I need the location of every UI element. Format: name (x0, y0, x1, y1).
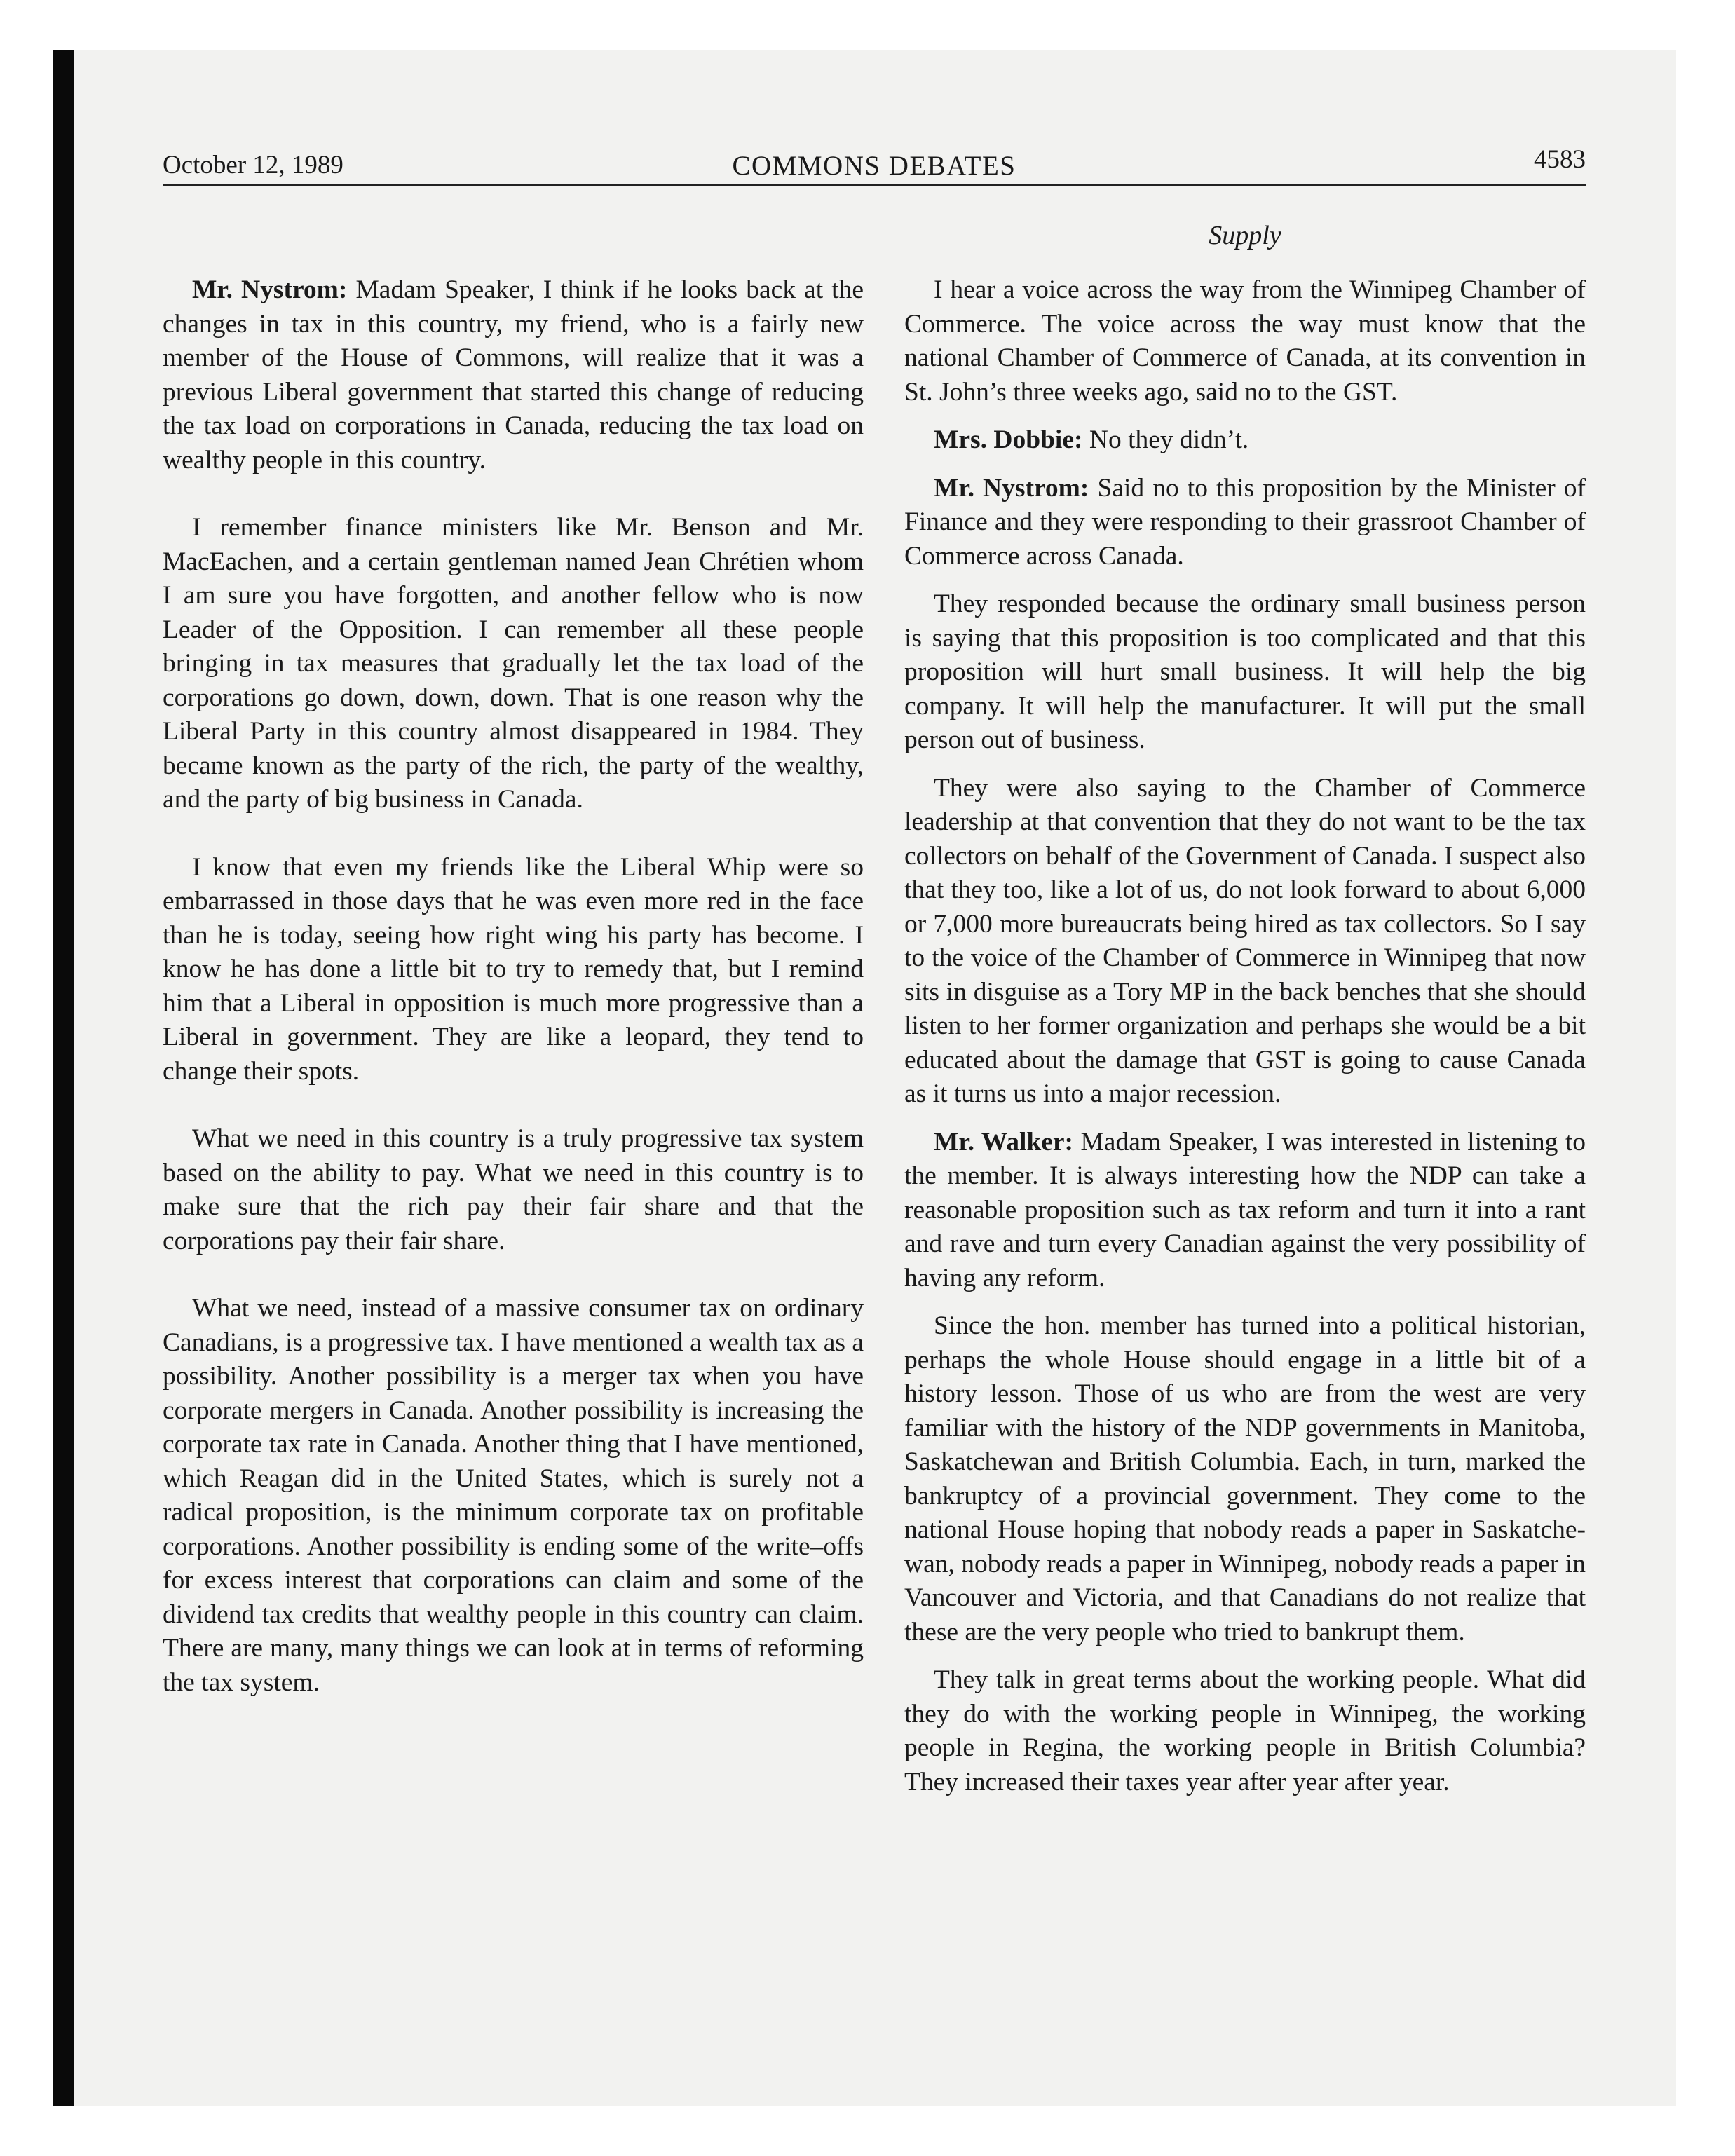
speaker-name: Mr. Nystrom: (192, 275, 348, 304)
paragraph-text: No they didn’t. (1089, 425, 1249, 454)
paragraph (163, 273, 864, 477)
paragraph (904, 472, 1586, 574)
paragraph-text: Since the hon. member has turned into a political historian, perhaps the whole House should engage in a little bit of a history lesson. Those of us who are from the west are very familiar with the history of the NDP governments in Manitoba, Saskatchewan and British Columbia. Each, in turn, marked the bankruptcy of a provincial government. They come to the national House hoping that nobody reads a paper in Saskatchewan, nobody reads a paper in Winnipeg, nobody reads a paper in Vancouver and Victoria, and that Canadians do not realize that these are the very people who tried to bankrupt them. (904, 1311, 1586, 1646)
paragraph (904, 772, 1586, 1112)
paragraph-text: I remember finance ministers like Mr. Benson and Mr. MacEachen, and a certain gentleman named Jean Chrétien whom I am sure you have forgotten, and another fellow who is now Leader of the Opposition. I can remember all these people bringing in tax measures that gradually let the tax load of the corporations go down, down, down. That is one reason why the Liberal Party in this country almost disappeared in 1984. They became known as the party of the rich, the party of the wealthy, and the party of big business in Canada. (163, 513, 864, 814)
paragraph-text: Madam Speaker, I was interested in listening to the member. It is always interesting how the NDP can take a reasonable proposition such as tax reform and turn it into a rant and rave and turn every Canadian against the very possibility of having any reform. (904, 1127, 1586, 1292)
paragraph (163, 1122, 864, 1258)
header-date: October 12, 1989 (163, 151, 343, 179)
right-column (904, 273, 1586, 1799)
paragraph (904, 273, 1586, 409)
paragraph-text: I hear a voice across the way from the Winnipeg Chamber of Commerce. The voice across the way must know that the national Chamber of Commerce of Canada, at its convention in St. John’s three weeks ago, said no to the GST. (904, 275, 1586, 407)
paragraph-text: What we need, instead of a massive consumer tax on ordinary Canadians, is a progressive tax. I have mentioned a wealth tax as a possibility. Another possibility is a merger tax when you have corporate mergers in Canada. Another possibility is increasing the corporate tax rate in Canada. Another thing that I have mentioned, which Reagan did in the United States, which is surely not a radical proposition, is the minimum corporate tax on profitable corporations. Another possibility is ending some of the write–offs for excess interest that corporations can claim and some of the dividend tax credits that wealthy people in this country can claim. There are many, many things we can look at in terms of reforming the tax system. (163, 1294, 864, 1697)
paragraph (904, 423, 1586, 458)
paragraph-text: They responded because the ordinary small business person is saying that this proposition is too complicated and that this proposition will hurt small business. It will help the big company. It will help the manufacturer. It will put the small person out of business. (904, 589, 1586, 754)
header-page-number: 4583 (1534, 145, 1586, 174)
section-label: Supply (1209, 221, 1281, 250)
paragraph-text: They were also saying to the Chamber of Commerce leadership at that convention that they do not want to be the tax collectors on behalf of the Government of Canada. I suspect also that they too, like a lot of us, do not look forward to about 6,000 or 7,000 more bureaucrats being hired as tax collectors. So I say to the voice of the Chamber of Commerce in Winnipeg that now sits in disguise as a Tory MP in the back benches that she should listen to her former organization and perhaps she would be a bit educated about the damage that GST is going to cause Canada as it turns us into a major recession. (904, 773, 1586, 1108)
paragraph-text: Madam Speaker, I think if he looks back at the changes in tax in this country, my friend, who is a fairly new member of the House of Commons, will realize that it was a previous Liberal government that started this change of reducing the tax load on corporations in Canada, reducing the tax load on wealthy people in this country. (163, 275, 864, 475)
speaker-name: Mrs. Dobbie: (934, 425, 1083, 454)
running-head (163, 144, 1586, 186)
paragraph-text: I know that even my friends like the Liberal Whip were so embarrassed in those days that he was even more red in the face than he is today, seeing how right wing his party has become. I know he has done a little bit to try to remedy that, but I remind him that a Liberal in opposition is much more progressive than a Liberal in government. They are like a leopard, they tend to change their spots. (163, 852, 864, 1086)
paragraph (904, 1309, 1586, 1649)
speaker-name: Mr. Nystrom: (934, 473, 1089, 503)
paragraph (904, 1663, 1586, 1799)
paragraph-text: Said no to this proposition by the Minister of Finance and they were responding to their grassroot Chamber of Commerce across Canada. (904, 473, 1586, 571)
left-column (163, 273, 864, 1700)
binding-edge (53, 50, 74, 2106)
header-publication: COMMONS DEBATES (732, 151, 1016, 181)
paragraph-text: What we need in this country is a truly progressive tax system based on the ability to pay. What we need in this country is to make sure that the rich pay their fair share and that the corporations pay their fair share. (163, 1124, 864, 1255)
paragraph (904, 1126, 1586, 1296)
paragraph (163, 511, 864, 817)
paragraph (163, 1292, 864, 1700)
paragraph (163, 851, 864, 1089)
paragraph (904, 587, 1586, 758)
speaker-name: Mr. Walker: (934, 1127, 1073, 1157)
paragraph-text: They talk in great terms about the working people. What did they do with the working people in Winnipeg, the working people in Regina, the working people in British Columbia? They increased their taxes year after year after year. (904, 1665, 1586, 1796)
